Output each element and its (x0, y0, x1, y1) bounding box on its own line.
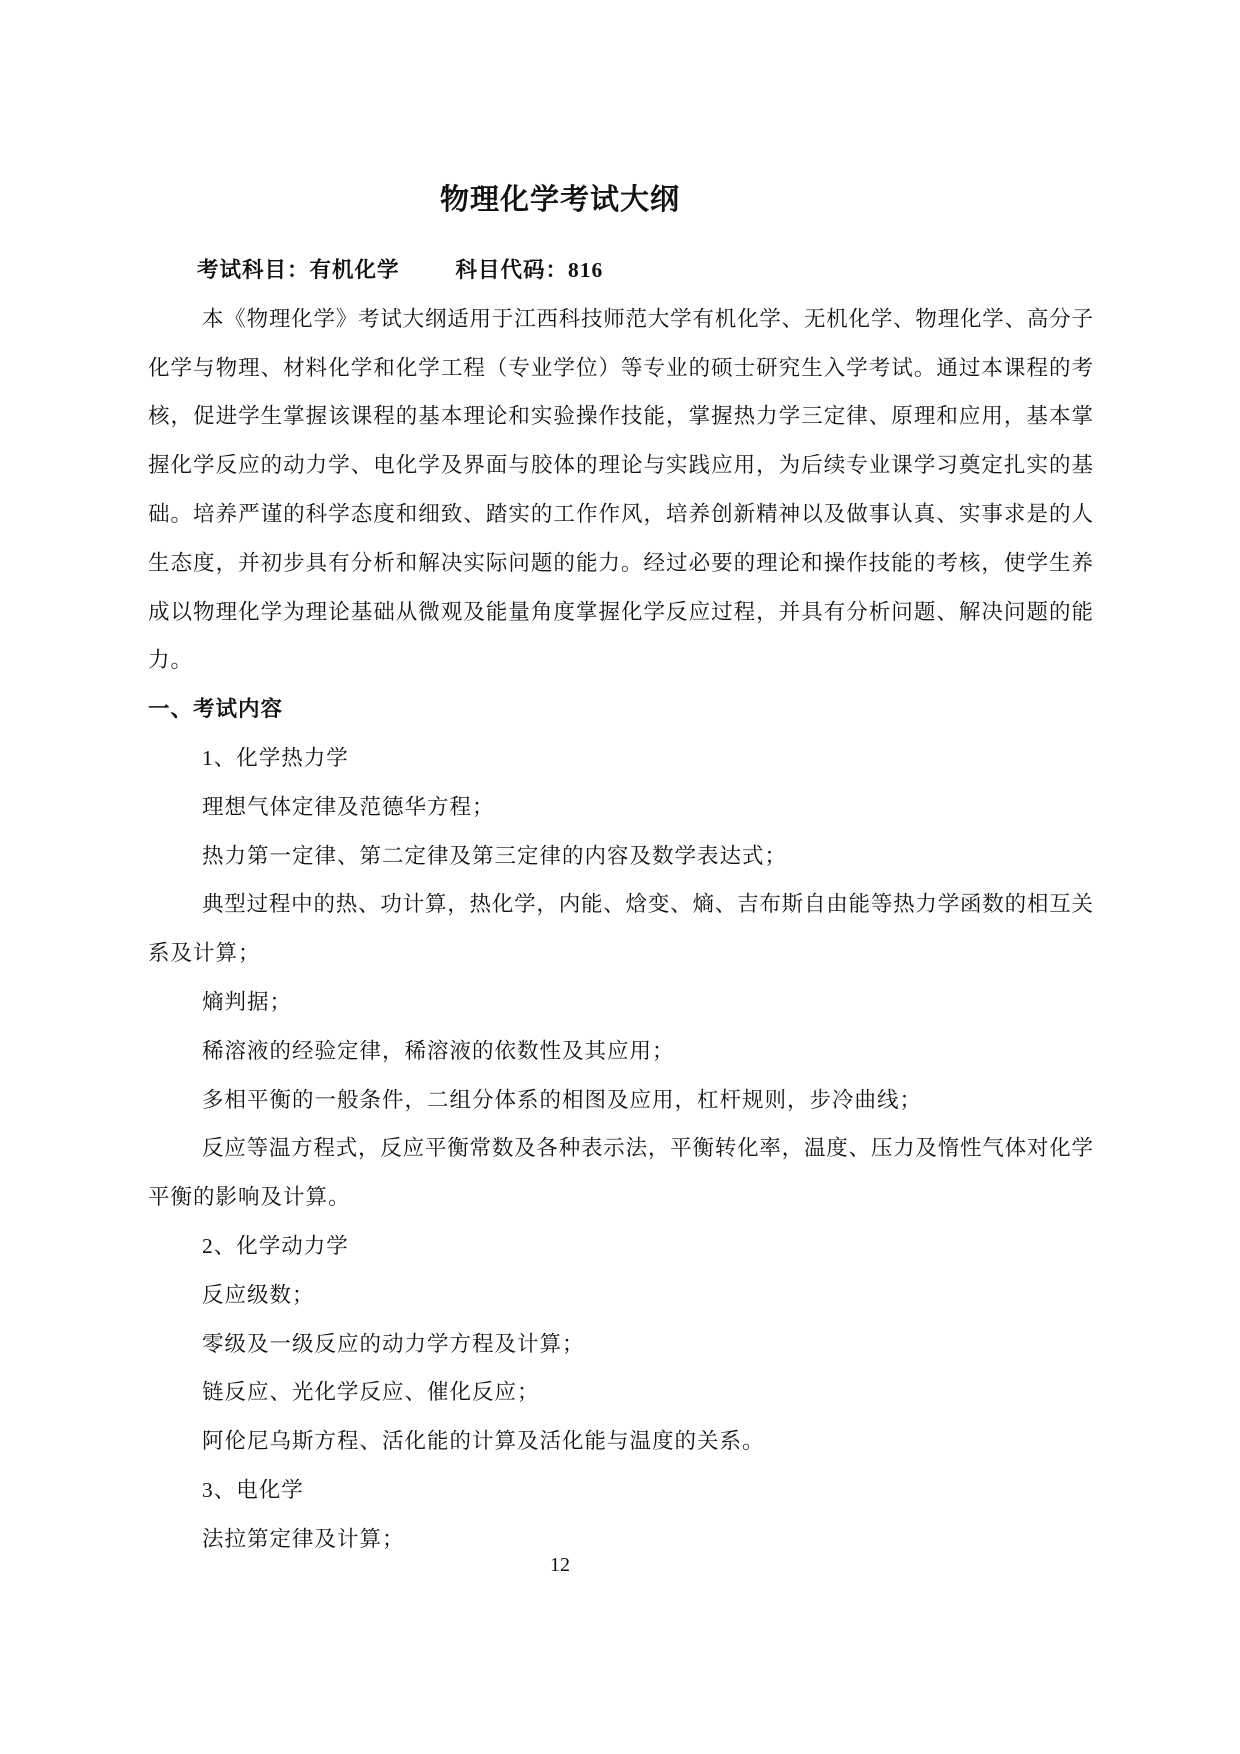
text-line: 握化学反应的动力学、电化学及界面与胶体的理论与实践应用，为后续专业课学习奠定扎实的基 (148, 453, 1093, 478)
text-line: 生态度，并初步具有分析和解决实际问题的能力。经过必要的理论和操作技能的考核，使学生养 (148, 550, 1093, 575)
text-line: 系及计算； (148, 941, 261, 966)
text-line: 链反应、光化学反应、催化反应； (202, 1380, 540, 1405)
text-line: 核，促进学生掌握该课程的基本理论和实验操作技能，掌握热力学三定律、原理和应用，基本掌 (148, 404, 1093, 429)
text-line: 熵判据； (202, 989, 293, 1014)
text-line: 础。培养严谨的科学态度和细致、踏实的工作作风，培养创新精神以及做事认真、实事求是的人 (148, 501, 1093, 526)
section-heading: 一、考试内容 (148, 697, 284, 722)
text-line: 多相平衡的一般条件，二组分体系的相图及应用，杠杆规则，步冷曲线； (202, 1087, 923, 1112)
body-text (148, 295, 1093, 1564)
text-line: 本《物理化学》考试大纲适用于江西科技师范大学有机化学、无机化学、物理化学、高分子 (202, 306, 1093, 331)
subject-label: 考试科目：有机化学 (197, 258, 400, 282)
text-line: 反应级数； (202, 1282, 315, 1307)
text-line: 成以物理化学为理论基础从微观及能量角度掌握化学反应过程，并具有分析问题、解决问题的能 (148, 599, 1093, 624)
text-line: 热力第一定律、第二定律及第三定律的内容及数学表达式； (202, 843, 788, 868)
text-line: 3、电化学 (202, 1477, 304, 1502)
page-number: 12 (550, 1554, 570, 1576)
text-line: 2、化学动力学 (202, 1233, 349, 1258)
text-line: 力。 (148, 648, 194, 673)
content-area (148, 246, 1093, 1564)
document-title: 物理化学考试大纲 (439, 184, 681, 216)
text-line: 1、化学热力学 (202, 745, 349, 770)
subject-code-label: 科目代码：816 (455, 258, 604, 282)
exam-subject-line (148, 246, 1093, 295)
text-line: 化学与物理、材料化学和化学工程（专业学位）等专业的硕士研究生入学考试。通过本课程的考 (148, 355, 1093, 380)
text-line: 理想气体定律及范德华方程； (202, 794, 495, 819)
text-line: 反应等温方程式，反应平衡常数及各种表示法，平衡转化率，温度、压力及惰性气体对化学 (202, 1136, 1093, 1161)
text-line: 稀溶液的经验定律，稀溶液的依数性及其应用； (202, 1038, 675, 1063)
text-line: 平衡的影响及计算。 (148, 1185, 351, 1210)
text-line: 法拉第定律及计算； (202, 1526, 405, 1551)
text-line: 阿伦尼乌斯方程、活化能的计算及活化能与温度的关系。 (202, 1429, 765, 1454)
text-line: 典型过程中的热、功计算，热化学，内能、焓变、熵、吉布斯自由能等热力学函数的相互关 (202, 892, 1093, 917)
text-line: 零级及一级反应的动力学方程及计算； (202, 1331, 585, 1356)
